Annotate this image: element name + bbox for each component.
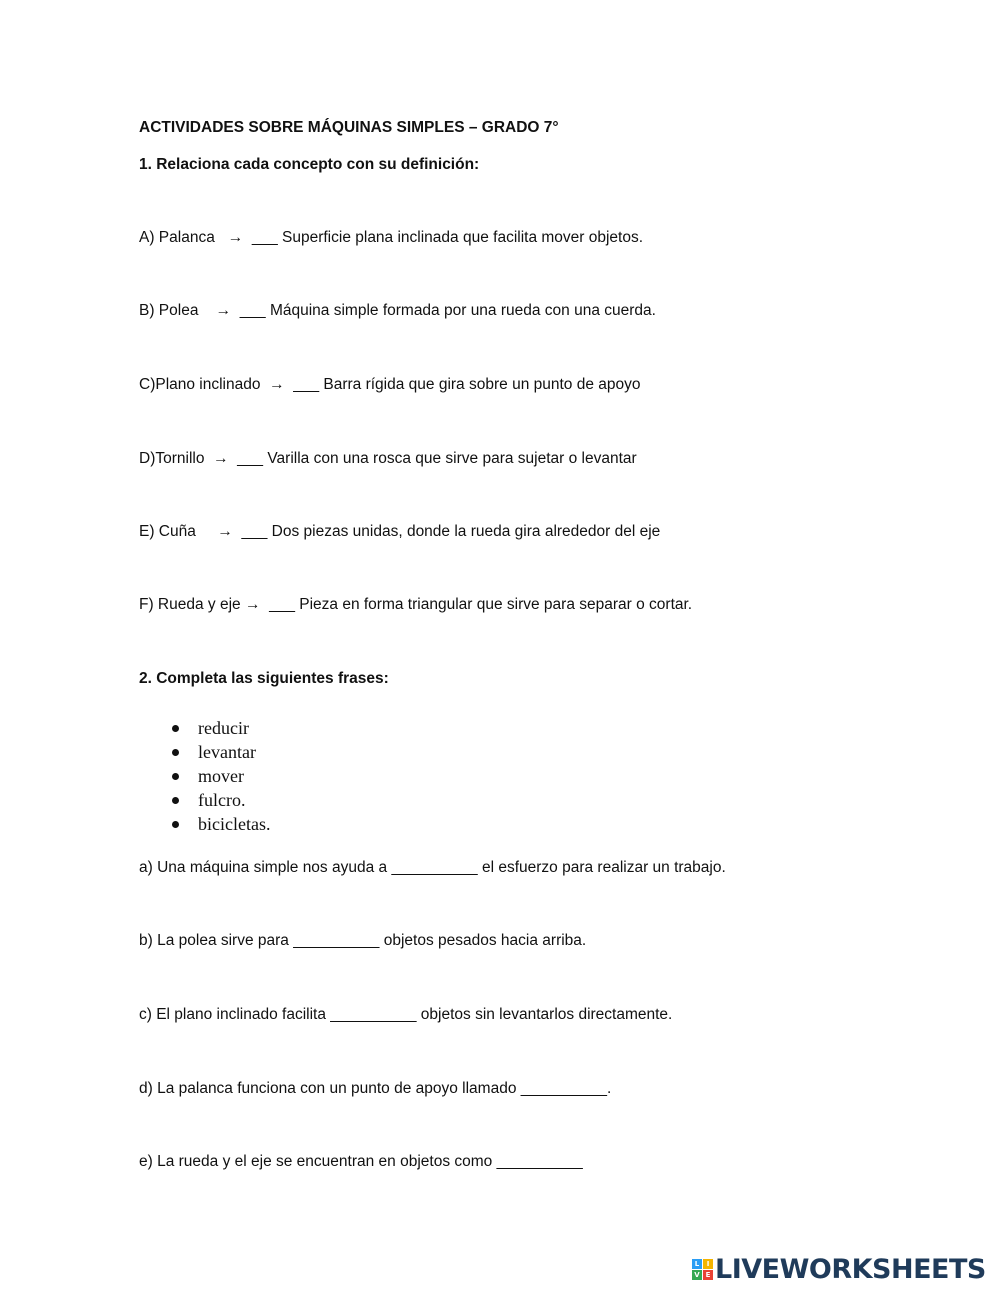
bullet-dot (172, 797, 179, 804)
word-bank-item: levantar (170, 740, 270, 764)
match-item-d: D)Tornillo → ___ Varilla con una rosca que sirve para sujetar o levantar (139, 450, 637, 467)
logo-mark-icon: L I V E (692, 1259, 713, 1280)
sentence-a: a) Una máquina simple nos ayuda a __________ el esfuerzo para realizar un trabajo. (139, 859, 726, 876)
sentence-c: c) El plano inclinado facilita __________ objetos sin levantarlos directamente. (139, 1006, 673, 1023)
sentence-e: e) La rueda y el eje se encuentran en objetos como __________ (139, 1153, 583, 1170)
sentence-d: d) La palanca funciona con un punto de apoyo llamado __________. (139, 1080, 612, 1097)
bullet-dot (172, 725, 179, 732)
match-item-f: F) Rueda y eje → ___ Pieza en forma triangular que sirve para separar o cortar. (139, 596, 693, 613)
logo-text: LIVEWORKSHEETS (715, 1253, 986, 1285)
bullet-dot (172, 821, 179, 828)
worksheet-title: ACTIVIDADES SOBRE MÁQUINAS SIMPLES – GRADO 7° (139, 119, 559, 136)
match-item-b: B) Polea → ___ Máquina simple formada por una rueda con una cuerda. (139, 302, 656, 319)
word-bank-item: reducir (170, 716, 270, 740)
sentence-b: b) La polea sirve para __________ objetos pesados hacia arriba. (139, 932, 587, 949)
word-bank-list (170, 716, 270, 836)
match-item-c: C)Plano inclinado → ___ Barra rígida que gira sobre un punto de apoyo (139, 376, 641, 393)
section2-heading: 2. Completa las siguientes frases: (139, 670, 389, 687)
word-bank-item: fulcro. (170, 788, 270, 812)
match-item-a: A) Palanca → ___ Superficie plana inclinada que facilita mover objetos. (139, 229, 644, 246)
bullet-dot (172, 749, 179, 756)
bullet-dot (172, 773, 179, 780)
word-bank-item: bicicletas. (170, 812, 270, 836)
liveworksheets-logo (692, 1252, 986, 1286)
match-item-e: E) Cuña → ___ Dos piezas unidas, donde la rueda gira alrededor del eje (139, 523, 661, 540)
word-bank-item: mover (170, 764, 270, 788)
section1-heading: 1. Relaciona cada concepto con su definición: (139, 156, 480, 173)
